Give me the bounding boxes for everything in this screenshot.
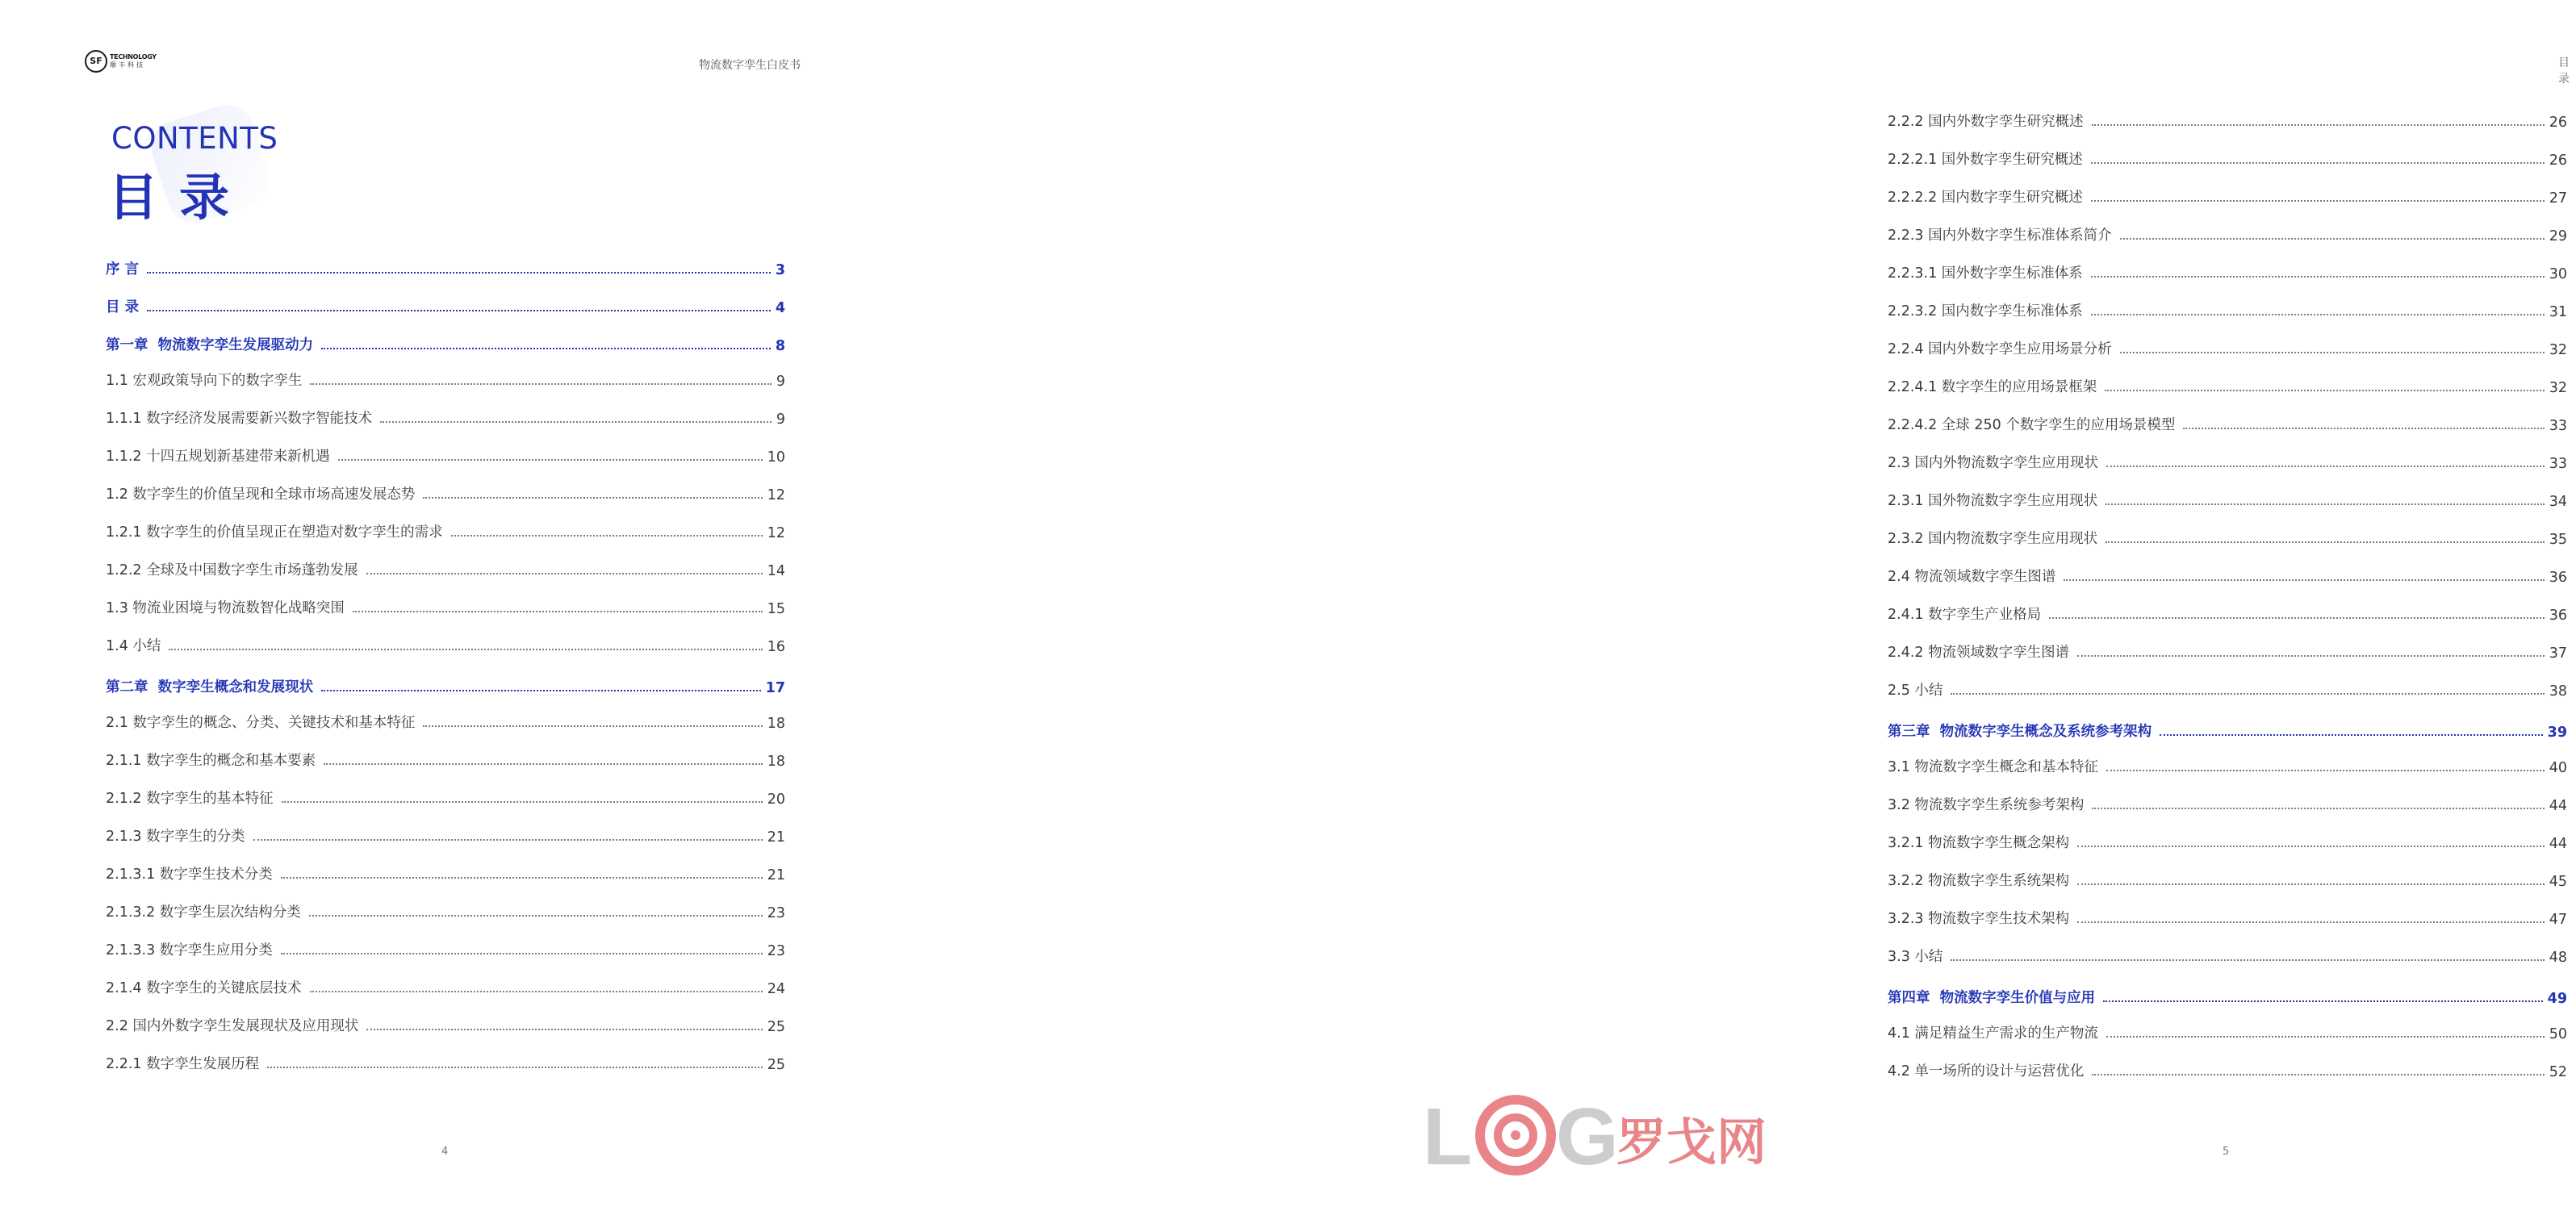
toc-entry[interactable]: [106, 825, 785, 846]
toc-page-number: 35: [2549, 532, 2567, 548]
toc-page-number: 33: [2549, 456, 2567, 472]
toc-page-number: 9: [776, 411, 785, 428]
toc-page-number: 10: [767, 449, 785, 466]
toc-leader-dots: [2092, 1074, 2544, 1075]
toc-leader-dots: [2105, 390, 2544, 391]
toc-page-number: 31: [2549, 304, 2567, 320]
toc-entry-title: 2.1.3.3 数字孪生应用分类: [106, 942, 273, 958]
toc-leader-dots: [2183, 428, 2544, 429]
toc-entry[interactable]: [1888, 223, 2567, 244]
toc-entry[interactable]: [106, 520, 785, 541]
logo-mark: SF: [85, 50, 107, 73]
toc-entry[interactable]: [1888, 869, 2567, 890]
toc-entry[interactable]: [106, 558, 785, 579]
toc-entry-title: 4.2 单一场所的设计与运营优化: [1888, 1063, 2085, 1080]
toc-page-number: 30: [2549, 266, 2567, 282]
toc-leader-dots: [2120, 238, 2545, 240]
toc-entry-title: 3.2.1 物流数字孪生概念架构: [1888, 835, 2070, 851]
toc-page-number: 44: [2549, 798, 2567, 814]
toc-entry[interactable]: [106, 976, 785, 997]
toc-leader-dots: [281, 953, 763, 954]
toc-page-number: 9: [776, 374, 785, 390]
toc-entry[interactable]: [1888, 148, 2567, 169]
toc-entry[interactable]: [1888, 679, 2567, 700]
toc-entry-title: 4.1 满足精益生产需求的生产物流: [1888, 1025, 2098, 1042]
toc-entry[interactable]: [106, 596, 785, 617]
toc-page-number: 17: [765, 680, 785, 696]
toc-leader-dots: [2077, 921, 2545, 923]
toc-entry[interactable]: [1888, 907, 2567, 928]
toc-leader-dots: [353, 611, 763, 612]
toc-entry[interactable]: [1888, 186, 2567, 207]
toc-leader-dots: [169, 649, 762, 650]
toc-page-number: 32: [2549, 380, 2567, 396]
toc-leader-dots: [1951, 959, 2544, 961]
toc-entry-title: 第二章 数字孪生概念和发展现状: [106, 679, 314, 695]
toc-page-number: 44: [2549, 836, 2567, 852]
toc-entry-title: 2.1.3.1 数字孪生技术分类: [106, 867, 273, 883]
toc-page-number: 32: [2549, 342, 2567, 358]
toc-page-number: 25: [767, 1057, 785, 1073]
toc-entry-title: 3.2 物流数字孪生系统参考架构: [1888, 797, 2085, 813]
toc-entry[interactable]: [106, 938, 785, 959]
toc-entry[interactable]: [106, 407, 785, 428]
toc-page-number: 15: [767, 601, 785, 617]
toc-entry-title: 2.4.1 数字孪生产业格局: [1888, 607, 2042, 623]
toc-leader-dots: [2091, 200, 2545, 202]
toc-leader-dots: [2077, 655, 2545, 657]
toc-leader-dots: [321, 348, 771, 349]
toc-entry[interactable]: [106, 862, 785, 883]
toc-entry[interactable]: [106, 634, 785, 655]
toc-leader-dots: [2092, 808, 2544, 809]
toc-entry-title: 2.1.3 数字孪生的分类: [106, 829, 245, 845]
watermark-g: G: [1556, 1092, 1619, 1182]
toc-entry-title: 2.2.2 国内外数字孪生研究概述: [1888, 114, 2084, 130]
toc-page-number: 38: [2549, 683, 2567, 700]
toc-page-number: 26: [2549, 152, 2567, 169]
toc-entry-title: 2.1.1 数字孪生的概念和基本要素: [106, 753, 316, 769]
toc-entry-title: 1.2.2 全球及中国数字孪生市场蓬勃发展: [106, 562, 358, 578]
toc-entry-title: 1.2 数字孪生的价值呈现和全球市场高速发展态势: [106, 487, 416, 503]
toc-page-number: 40: [2549, 760, 2567, 776]
watermark-target-icon: [1480, 1100, 1551, 1171]
watermark-l: L: [1423, 1092, 1473, 1182]
toc-leader-dots: [2106, 541, 2545, 543]
toc-entry[interactable]: [1888, 527, 2567, 548]
toc-entry-title: 2.2.3 国内外数字孪生标准体系简介: [1888, 228, 2112, 244]
toc-leader-dots: [2120, 352, 2545, 353]
toc-entry-title: 3.2.3 物流数字孪生技术架构: [1888, 911, 2070, 927]
toc-leader-dots: [2077, 883, 2545, 885]
toc-entry[interactable]: [106, 445, 785, 466]
toc-entry-title: 1.4 小结: [106, 638, 161, 654]
toc-page-number: 50: [2549, 1026, 2567, 1042]
toc-leader-dots: [2106, 1036, 2545, 1038]
toc-leader-dots: [423, 497, 762, 499]
toc-page-number: 49: [2547, 991, 2567, 1007]
toc-entry[interactable]: [106, 711, 785, 732]
toc-leader-dots: [2077, 846, 2545, 847]
logo-cn-text: 顺丰科技: [110, 61, 145, 69]
toc-leader-dots: [2160, 734, 2542, 736]
toc-entry-title: 第四章 物流数字孪生价值与应用: [1888, 990, 2096, 1006]
toc-leader-dots: [310, 991, 763, 992]
toc-page-number: 37: [2549, 645, 2567, 662]
toc-leader-dots: [2049, 617, 2545, 619]
log-watermark: [1423, 1085, 1778, 1182]
toc-leader-dots: [1951, 693, 2544, 695]
toc-leader-dots: [423, 725, 762, 727]
toc-entry[interactable]: [106, 749, 785, 770]
toc-page-number: 39: [2547, 725, 2567, 741]
toc-entry-title: 2.2.2.2 国内数字孪生研究概述: [1888, 190, 2083, 206]
page-number-right: 5: [2223, 1146, 2230, 1158]
toc-page-number: 20: [767, 791, 785, 808]
running-header-title: 物流数字孪生白皮书: [699, 59, 801, 72]
toc-page-number: 47: [2549, 912, 2567, 928]
toc-leader-dots: [366, 573, 763, 574]
toc-entry-title: 序 言: [106, 261, 140, 278]
toc-entry-title: 1.2.1 数字孪生的价值呈现正在塑造对数字孪生的需求: [106, 524, 443, 541]
toc-leader-dots: [267, 1067, 763, 1068]
toc-entry[interactable]: [1888, 603, 2567, 624]
toc-page-number: 21: [767, 867, 785, 883]
toc-leader-dots: [2091, 314, 2545, 315]
toc-entry-title: 第三章 物流数字孪生概念及系统参考架构: [1888, 724, 2152, 740]
toc-leader-dots: [324, 763, 763, 765]
page-number-left: 4: [441, 1146, 449, 1158]
toc-page-number: 12: [767, 487, 785, 503]
toc-entry-title: 3.1 物流数字孪生概念和基本特征: [1888, 759, 2098, 775]
toc-entry-title: 1.1.2 十四五规划新基建带来新机遇: [106, 449, 330, 465]
toc-entry-title: 2.2.3.1 国外数字孪生标准体系: [1888, 265, 2083, 282]
contents-heading-cn: 目录: [108, 168, 251, 227]
toc-leader-dots: [380, 421, 772, 423]
toc-entry-title: 2.2.4 国内外数字孪生应用场景分析: [1888, 341, 2112, 357]
toc-leader-dots: [2091, 162, 2545, 164]
contents-heading-en: CONTENTS: [111, 121, 278, 156]
toc-entry[interactable]: [1888, 489, 2567, 510]
toc-entry[interactable]: [106, 369, 785, 390]
toc-page-number: 4: [775, 300, 785, 316]
toc-entry-title: 2.2.1 数字孪生发展历程: [106, 1056, 260, 1072]
toc-page-number: 18: [767, 716, 785, 732]
toc-page-number: 34: [2549, 494, 2567, 510]
left-page: [0, 0, 889, 1207]
toc-leader-dots: [338, 459, 763, 461]
toc-entry-title: 1.1 宏观政策导向下的数字孪生: [106, 373, 303, 389]
toc-chapter-entry[interactable]: [106, 333, 785, 354]
toc-entry-title: 3.2.2 物流数字孪生系统架构: [1888, 873, 2070, 889]
toc-entry[interactable]: [106, 900, 785, 921]
toc-entry-title: 2.2 国内外数字孪生发展现状及应用现状: [106, 1018, 359, 1034]
toc-leader-dots: [2106, 770, 2545, 771]
toc-chapter-entry[interactable]: [1888, 986, 2567, 1007]
toc-page-number: 12: [767, 525, 785, 541]
toc-entry[interactable]: [1888, 831, 2567, 852]
toc-leader-dots: [321, 690, 760, 691]
toc-entry-title: 2.1.4 数字孪生的关键底层技术: [106, 980, 302, 996]
toc-entry-title: 1.1.1 数字经济发展需要新兴数字智能技术: [106, 411, 373, 427]
toc-page-number: 3: [775, 262, 785, 278]
toc-entry[interactable]: [1888, 755, 2567, 776]
toc-leader-dots: [282, 801, 763, 803]
toc-entry[interactable]: [1888, 1021, 2567, 1042]
toc-leader-dots: [2103, 1000, 2542, 1002]
toc-page-number: 36: [2549, 570, 2567, 586]
toc-entry[interactable]: [1888, 945, 2567, 966]
toc-entry-title: 2.2.4.1 数字孪生的应用场景框架: [1888, 379, 2097, 395]
toc-leader-dots: [2091, 276, 2545, 278]
toc-entry-title: 2.2.3.2 国内数字孪生标准体系: [1888, 303, 2083, 320]
toc-chapter-entry[interactable]: [1888, 720, 2567, 741]
toc-entry[interactable]: [106, 1052, 785, 1073]
toc-entry[interactable]: [1888, 375, 2567, 396]
toc-page-number: 27: [2549, 190, 2567, 207]
toc-entry-title: 2.1.2 数字孪生的基本特征: [106, 791, 274, 807]
toc-entry[interactable]: [1888, 641, 2567, 662]
toc-entry-title: 2.3.1 国外物流数字孪生应用现状: [1888, 493, 2098, 509]
toc-leader-dots: [253, 839, 763, 841]
toc-page-number: 26: [2549, 115, 2567, 131]
toc-page-number: 23: [767, 943, 785, 959]
toc-entry[interactable]: [106, 787, 785, 808]
toc-leader-dots: [309, 915, 763, 917]
toc-page-number: 21: [767, 829, 785, 846]
toc-page-number: 23: [767, 905, 785, 921]
toc-page-number: 36: [2549, 608, 2567, 624]
toc-chapter-entry[interactable]: [106, 257, 785, 278]
toc-entry-title: 2.3.2 国内物流数字孪生应用现状: [1888, 531, 2098, 547]
running-header-section: 目录: [2558, 56, 2576, 86]
toc-leader-dots: [281, 877, 763, 879]
toc-entry-title: 2.4.2 物流领域数字孪生图谱: [1888, 645, 2070, 661]
toc-entry[interactable]: [106, 482, 785, 503]
toc-leader-dots: [147, 310, 771, 311]
toc-page-number: 16: [767, 639, 785, 655]
toc-entry[interactable]: [1888, 565, 2567, 586]
toc-leader-dots: [147, 272, 771, 274]
toc-entry[interactable]: [1888, 1059, 2567, 1080]
toc-page-number: 33: [2549, 418, 2567, 434]
toc-entry[interactable]: [1888, 413, 2567, 434]
toc-leader-dots: [310, 383, 771, 385]
toc-entry[interactable]: [1888, 793, 2567, 814]
toc-leader-dots: [2064, 579, 2544, 581]
toc-leader-dots: [2092, 124, 2545, 126]
toc-entry-title: 2.2.4.2 全球 250 个数字孪生的应用场景模型: [1888, 417, 2176, 433]
toc-entry-title: 2.1.3.2 数字孪生层次结构分类: [106, 904, 301, 921]
toc-entry-title: 第一章 物流数字孪生发展驱动力: [106, 337, 314, 353]
logo-en-text: TECHNOLOGY: [110, 53, 157, 61]
watermark-cn: 罗戈网: [1616, 1113, 1767, 1172]
toc-page-number: 48: [2549, 950, 2567, 966]
toc-entry[interactable]: [1888, 337, 2567, 358]
toc-entry-title: 2.1 数字孪生的概念、分类、关键技术和基本特征: [106, 715, 416, 731]
toc-entry-title: 2.2.2.1 国外数字孪生研究概述: [1888, 152, 2083, 168]
toc-page-number: 29: [2549, 228, 2567, 244]
right-page: [889, 0, 2576, 1207]
toc-entry[interactable]: [1888, 261, 2567, 282]
toc-chapter-entry[interactable]: [106, 295, 785, 316]
toc-entry[interactable]: [1888, 110, 2567, 131]
toc-page-number: 25: [767, 1019, 785, 1035]
toc-page-number: 14: [767, 563, 785, 579]
toc-page-number: 45: [2549, 874, 2567, 890]
toc-entry-title: 2.4 物流领域数字孪生图谱: [1888, 569, 2056, 585]
toc-entry[interactable]: [106, 1014, 785, 1035]
toc-leader-dots: [2106, 503, 2545, 505]
toc-page-number: 8: [775, 338, 785, 354]
toc-leader-dots: [451, 535, 763, 537]
toc-entry-title: 目 录: [106, 299, 140, 315]
company-logo: [85, 50, 157, 73]
toc-page-number: 24: [767, 981, 785, 997]
toc-leader-dots: [2106, 466, 2545, 467]
toc-entry-title: 3.3 小结: [1888, 949, 1943, 965]
toc-entry-title: 1.3 物流业困境与物流数智化战略突围: [106, 600, 345, 616]
toc-page-number: 52: [2549, 1064, 2567, 1080]
toc-page-number: 18: [767, 754, 785, 770]
toc-entry[interactable]: [1888, 299, 2567, 320]
toc-chapter-entry[interactable]: [106, 675, 785, 696]
toc-entry-title: 2.3 国内外物流数字孪生应用现状: [1888, 455, 2098, 471]
toc-entry[interactable]: [1888, 451, 2567, 472]
toc-leader-dots: [366, 1029, 762, 1030]
toc-entry-title: 2.5 小结: [1888, 683, 1943, 699]
